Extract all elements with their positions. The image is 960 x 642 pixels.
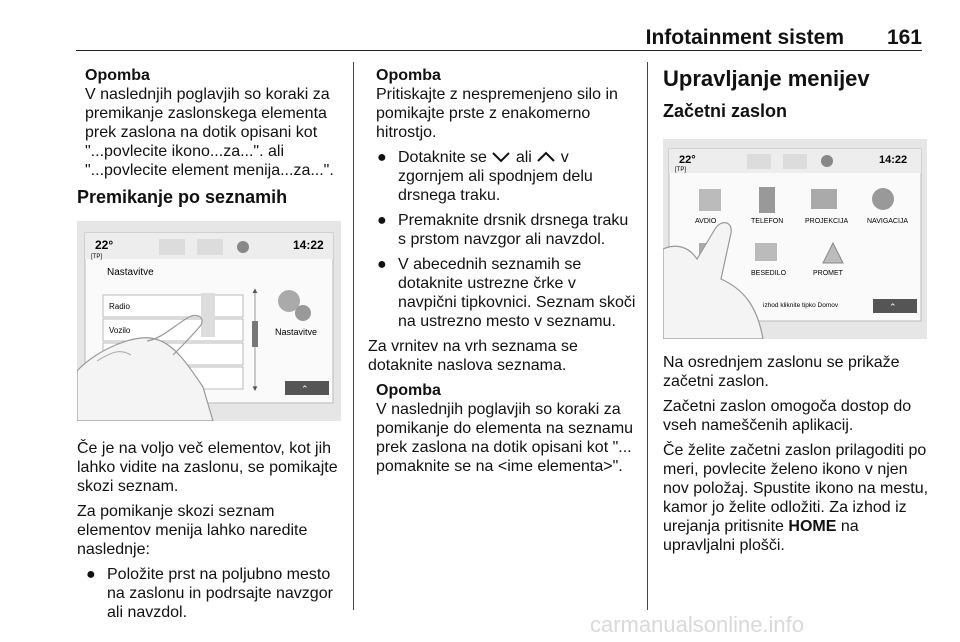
page-header bbox=[76, 22, 922, 51]
chevron-down-icon bbox=[491, 150, 511, 164]
header-title: Infotainment sistem bbox=[645, 26, 844, 49]
paragraph: Če želite začetni zaslon prilagoditi po meri, povlecite želeno ikono v njen nov položaj. Spustite ikono na mestu, kamor jo želite odložiti. Za izhod iz urejanja pritisnite HOME na upravljalni plošči. bbox=[663, 442, 929, 554]
music-icon bbox=[747, 154, 771, 169]
list-item: ● Položite prst na poljubno mesto na zaslonu in podrsajte navzgor ali navzdol. bbox=[86, 566, 333, 621]
paragraph: Na osrednjem zaslonu se prikaže začetni zaslon. bbox=[663, 354, 900, 390]
note-box bbox=[376, 381, 636, 476]
svg-text:⌃: ⌃ bbox=[889, 302, 897, 312]
home-key-label: HOME bbox=[788, 518, 837, 535]
phone-icon bbox=[197, 239, 223, 255]
note-label: Opomba bbox=[85, 67, 150, 84]
page-number: 161 bbox=[886, 26, 922, 49]
paragraph: Če je na voljo več elementov, kot jih lahko vidite na zaslonu, se pomikajte skozi seznam. bbox=[77, 440, 338, 495]
watermark: carmanualsonline.info bbox=[590, 612, 805, 637]
column-divider bbox=[647, 62, 648, 610]
svg-text:▲: ▲ bbox=[251, 286, 259, 295]
fig-list-title: Nastavitve bbox=[107, 267, 154, 278]
audio-app-icon bbox=[699, 189, 721, 211]
svg-text:▼: ▼ bbox=[251, 384, 259, 393]
list-item: ● Dotaknite se ali v zgornjem ali spodnjem delu drsnega traku. bbox=[377, 149, 593, 204]
record-icon bbox=[821, 155, 833, 167]
list-scroll-figure bbox=[77, 221, 341, 421]
section-title: Upravljanje menijev bbox=[663, 66, 870, 91]
fig-time: 14:22 bbox=[879, 154, 908, 166]
column-3 bbox=[663, 66, 931, 561]
list-item: ● Premaknite drsnik drsnega traku s prstom navzgor ali navzdol. bbox=[377, 212, 629, 248]
chevron-up-icon bbox=[536, 150, 556, 164]
fig-time: 14:22 bbox=[293, 238, 324, 252]
fig-list-item: Vozilo bbox=[109, 326, 131, 335]
bullet-list bbox=[77, 565, 339, 622]
projection-app-icon bbox=[811, 189, 837, 209]
fig-hint: izhod kliknite tipko Domov bbox=[763, 302, 839, 309]
section-title: Premikanje po seznamih bbox=[77, 187, 288, 207]
fig-tp: [TP] bbox=[675, 167, 687, 173]
text-app-icon bbox=[755, 243, 777, 261]
note-text: V naslednjih poglavjih so koraki za premikanje zaslonskega elementa prek zaslona na dotik opisani kot "...povlecite ikono...za...". ali "...povlecite element menija...za...". bbox=[85, 86, 334, 179]
fig-side-label: Nastavitve bbox=[275, 327, 318, 337]
home-screen-figure bbox=[663, 139, 927, 339]
column-2 bbox=[368, 66, 636, 482]
fig-list-item: Radio bbox=[109, 302, 130, 311]
paragraph: Za pomikanje skozi seznam elementov menija lahko naredite naslednje: bbox=[77, 503, 308, 558]
phone-icon bbox=[783, 154, 807, 169]
record-icon bbox=[237, 241, 249, 253]
app-label: NAVIGACIJA bbox=[867, 218, 909, 225]
app-label: PROMET bbox=[813, 270, 843, 277]
paragraph: Za vrnitev na vrh seznama se dotaknite naslova seznama. bbox=[368, 338, 578, 374]
note-box bbox=[85, 66, 339, 180]
scrollbar-thumb bbox=[252, 321, 258, 347]
app-label: AVDIO bbox=[695, 218, 717, 225]
note-box bbox=[376, 66, 636, 142]
app-label: PROJEKCIJA bbox=[805, 218, 849, 225]
column-1 bbox=[77, 66, 339, 628]
note-text: Pritiskajte z nespremenjeno silo in pomikajte prste z enakomerno hitrostjo. bbox=[376, 86, 618, 141]
subsection-title: Začetni zaslon bbox=[663, 101, 788, 121]
navigation-app-icon bbox=[872, 188, 894, 210]
app-label: BESEDILO bbox=[751, 270, 787, 277]
fig-tp: [TP] bbox=[91, 254, 103, 260]
column-divider bbox=[353, 62, 354, 610]
fig-temp: 22° bbox=[679, 154, 696, 166]
bullet-list bbox=[368, 148, 636, 331]
note-text: V naslednjih poglavjih so koraki za pomikanje do elementa na seznamu prek zaslona na dotik opisani kot "... pomaknite se na <ime elementa>". bbox=[376, 401, 634, 475]
fig-temp: 22° bbox=[95, 238, 114, 252]
phone-app-icon bbox=[759, 187, 775, 213]
app-label: TELEFON bbox=[751, 218, 784, 225]
note-label: Opomba bbox=[376, 67, 441, 84]
list-item: ● V abecednih seznamih se dotaknite ustrezne črke v navpični tipkovnici. Seznam skoči na ustrezno mesto v seznamu. bbox=[377, 256, 636, 330]
paragraph: Začetni zaslon omogoča dostop do vseh nameščenih aplikacij. bbox=[663, 398, 912, 434]
svg-text:⌃: ⌃ bbox=[301, 384, 309, 394]
note-label: Opomba bbox=[376, 382, 441, 399]
music-icon bbox=[159, 239, 185, 255]
